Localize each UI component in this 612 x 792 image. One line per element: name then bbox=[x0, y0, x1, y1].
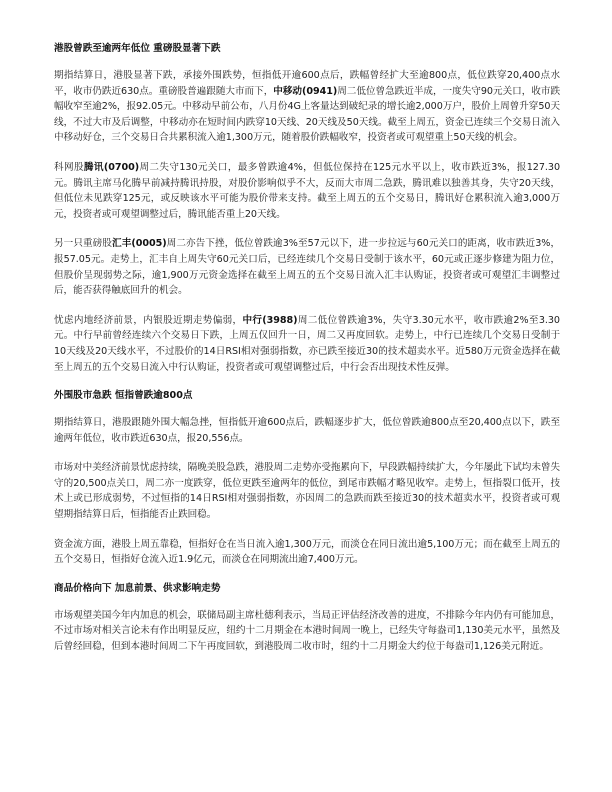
text-run: 另一只重磅股 bbox=[54, 238, 113, 250]
stock-name: 汇丰(0005) bbox=[112, 238, 167, 250]
paragraph bbox=[54, 68, 560, 146]
paragraph bbox=[54, 415, 560, 446]
text-run: 期指结算日，港股跟随外围大幅急挫，恒指低开逾600点后，跌幅逐步扩大，低位曾跌逾800点至20,400点以下，跌至逾两年低位，收市跌近630点，报20,556点。 bbox=[54, 417, 560, 444]
text-run: 周二低位曾跌逾3%，失守3.30元水平，收市跌逾2%至3.30元。中行早前曾经连续六个交易日下跌，上周五仅回升一日，周二又再度回软。走势上，中行已连续几个交易日受制于10天线及20天线水平，不过股价的14日RSI相对强弱指数，亦已跌至接近30的技术超卖水平。近580万元资金选择在截至上周五的五个交易日流入中行认购证，投资者或可观望调整过后，中行会否出现技术性反弹。 bbox=[54, 314, 560, 373]
section-title: 商品价格向下 加息前景、供求影响走势 bbox=[54, 582, 221, 594]
text-run: 周二失守130元关口，最多曾跌逾4%，但低位保持在125元水平以上，收市跌近3%，报127.30元。腾讯主席马化腾早前减持腾讯持股，对股价影响似乎不大，反而大市周二急跌，腾讯难以独善其身，失守20天线，但低位未见跌穿125元，或反映该水平可能为股价带来支持。截至上周五的五个交易日，腾讯好仓累积流入逾3,000万元，投资者或可观望调整过后，腾讯能否重上20天线。 bbox=[54, 161, 560, 220]
text-run: 科网股 bbox=[54, 161, 84, 173]
paragraph bbox=[54, 537, 560, 568]
paragraph bbox=[54, 313, 560, 375]
paragraph bbox=[54, 608, 560, 655]
text-run: 忧虑内地经济前景，内银股近期走势偏弱， bbox=[54, 314, 243, 326]
text-run: 周二低位曾急跌近半成，一度失守90元关口，收市跌幅收窄至逾2%，报92.05元。中移动早前公布，八月份4G上客量达到破纪录的增长逾2,000万户，股价上周曾升穿50天线，不过大市及后调整，中移动亦在短时间内跌穿10天线、20天线及50天线。截至上周五，资金已连续三个交易日流入中移动好仓，三个交易日合共累积流入逾1,300万元，随着股价跌幅收窄，投资者或可观望重上50天线的机会。 bbox=[54, 85, 560, 144]
text-run: 周二亦告下挫，低位曾跌逾3%至57元以下，进一步拉远与60元关口的距离，收市跌近3%，报57.05元。走势上，汇丰自上周失守60元关口后，已经连续几个交易日受制于该水平，60元或正逐步修建为阻力位，但股价呈现弱势之际，逾1,900万元资金选择在截至上周五的五个交易日流入汇丰认购证，投资者或可观望汇丰调整过后，能否获得触底回升的机会。 bbox=[54, 238, 560, 297]
paragraph bbox=[54, 460, 560, 522]
stock-name: 腾讯(0700) bbox=[83, 161, 140, 173]
text-run: 资金流方面，港股上周五靠稳，恒指好仓在当日流入逾1,300万元，而淡仓在同日流出逾5,100万元；而在截至上周五的五个交易日，恒指好仓流入近1.9亿元，而淡仓在同期流出逾7,400万元。 bbox=[54, 538, 560, 566]
paragraph bbox=[54, 236, 560, 298]
text-run: 市场对中美经济前景忧虑持续，隔晚美股急跌，港股周二走势亦受拖累向下，早段跌幅持续扩大，今年屡此下试均未曾失守的20,500点关口，周二亦一度跌穿，低位更跌至逾两年的低位，到尾市跌幅才略见收窄。走势上，恒指裂口低开，技术上或已形成弱势，不过恒指的14日RSI相对强弱指数，亦因周二的急跌而跌至接近30的技术超卖水平，投资者或可观望期指结算日后，恒指能否止跌回稳。 bbox=[54, 462, 560, 521]
section-title: 外围股市急跌 恒指曾跌逾800点 bbox=[54, 390, 193, 402]
article-body bbox=[54, 42, 560, 669]
stock-name: 中行(3988) bbox=[242, 314, 298, 326]
text-run: 期指结算日，港股显著下跌，承接外围跌势，恒指低开逾600点后，跌幅曾经扩大至逾800点，低位跌穿20,400点水平，收市仍跌近630点。重磅股普遍跟随大市而下， bbox=[54, 70, 560, 97]
stock-name: 中移动(0941) bbox=[273, 85, 338, 97]
text-run: 市场观望美国今年内加息的机会，联储局副主席杜德利表示，当局正评估经济改善的进度，不排除今年内仍有可能加息，不过市场对相关言论未有作出明显反应，纽约十二月期金在本港时间周一晚上，已经失守每盎司1,130美元水平，虽然及后曾经回稳，但到本港时间周二下午再度回软，到港股周二收市时，纽约十二月期金大约位于每盎司1,126美元附近。 bbox=[54, 609, 560, 653]
paragraph bbox=[54, 160, 560, 222]
section-title: 港股曾跌至逾两年低位 重磅股显著下跌 bbox=[54, 43, 221, 54]
